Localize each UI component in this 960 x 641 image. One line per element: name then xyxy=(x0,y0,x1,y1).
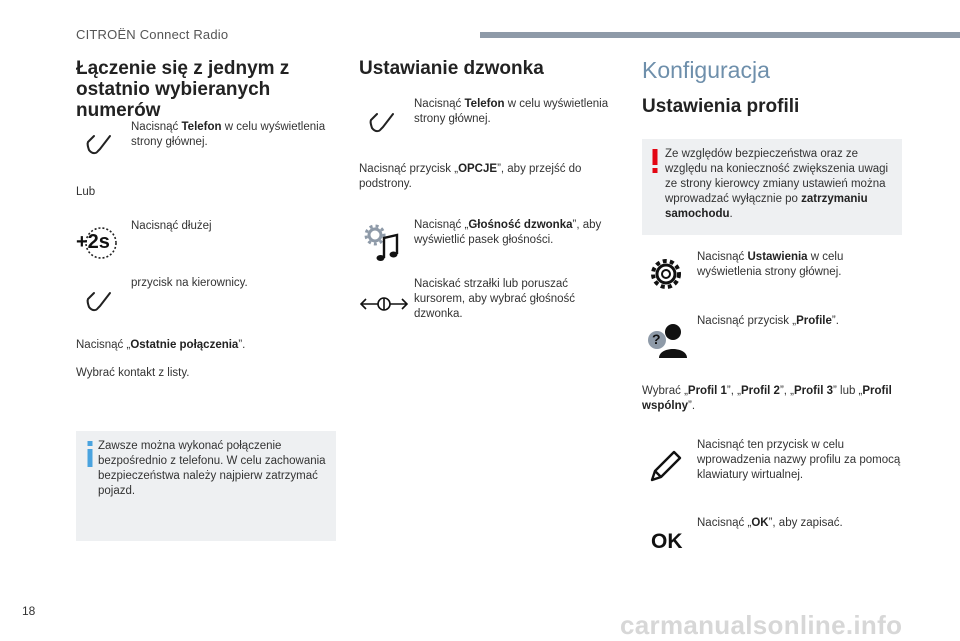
col2-step3: Nacisnąć „Głośność dzwonka”, aby wyświetlić pasek głośności. xyxy=(414,219,602,246)
col1-step1: Nacisnąć Telefon w celu wyświetlenia strony głównej. xyxy=(131,121,326,148)
info-note: Zawsze można wykonać połączenie bezpośrednio z telefonu. W celu zachowania bezpieczeństwa należy najpierw zatrzymać pojazd. xyxy=(98,440,326,497)
section-title: Konfiguracja xyxy=(642,57,770,83)
info-icon xyxy=(86,441,94,467)
col3-step3: Wybrać „Profil 1”, „Profil 2”, „Profil 3” lub „Profil wspólny”. xyxy=(642,385,892,412)
col3-step1: Nacisnąć Ustawienia w celu wyświetlenia strony głównej. xyxy=(697,251,844,278)
phone-icon xyxy=(367,106,397,136)
header-bar xyxy=(480,32,960,38)
volume-slider-icon xyxy=(360,294,408,314)
edit-pencil-icon xyxy=(648,448,684,484)
question-mark: ? xyxy=(652,331,661,347)
col3-step5: Nacisnąć „OK”, aby zapisać. xyxy=(697,517,843,529)
warning-note: Ze względów bezpieczeństwa oraz ze względu na konieczność zwiększenia uwagi ze strony kierowcy zmiany ustawień można wprowadzać wyłącznie po zatrzymaniu samochodu. xyxy=(665,148,889,220)
phone-icon xyxy=(84,285,114,315)
col1-step3: przycisk na kierownicy. xyxy=(131,277,248,289)
col1-step2: Nacisnąć dłużej xyxy=(131,220,212,232)
page-number: 18 xyxy=(22,604,36,618)
col2-step1: Nacisnąć Telefon w celu wyświetlenia strony głównej. xyxy=(414,98,609,125)
col1-or: Lub xyxy=(76,186,96,198)
long-press-label: +2s xyxy=(76,231,110,253)
col3-heading: Ustawienia profili xyxy=(642,96,800,117)
col1-step4: Nacisnąć „Ostatnie połączenia”. xyxy=(76,339,246,351)
settings-icon xyxy=(650,258,682,290)
profile-icon xyxy=(646,322,688,358)
warning-icon xyxy=(651,149,659,173)
col1-heading: Łączenie się z jednym z ostatnio wybieranych numerów xyxy=(76,58,290,121)
info-box xyxy=(76,431,336,541)
watermark: carmanualsonline.info xyxy=(620,610,903,640)
col3-step2: Nacisnąć przycisk „Profile”. xyxy=(697,315,839,327)
col2-heading: Ustawianie dzwonka xyxy=(359,58,544,79)
ringtone-settings-icon xyxy=(364,224,404,264)
col2-step2: Nacisnąć przycisk „OPCJE”, aby przejść do podstrony. xyxy=(359,163,582,190)
col2-step4: Naciskać strzałki lub poruszać kursorem, aby wybrać głośność dzwonka. xyxy=(414,278,576,320)
long-press-icon xyxy=(76,226,120,260)
header-title: CITROËN Connect Radio xyxy=(76,27,229,42)
col1-step5: Wybrać kontakt z listy. xyxy=(76,367,190,379)
phone-icon xyxy=(84,128,114,158)
col3-step4: Nacisnąć ten przycisk w celu wprowadzenia nazwy profilu za pomocą klawiatury wirtualnej. xyxy=(697,439,901,481)
ok-icon: OK xyxy=(651,530,683,553)
warning-box xyxy=(642,139,902,235)
